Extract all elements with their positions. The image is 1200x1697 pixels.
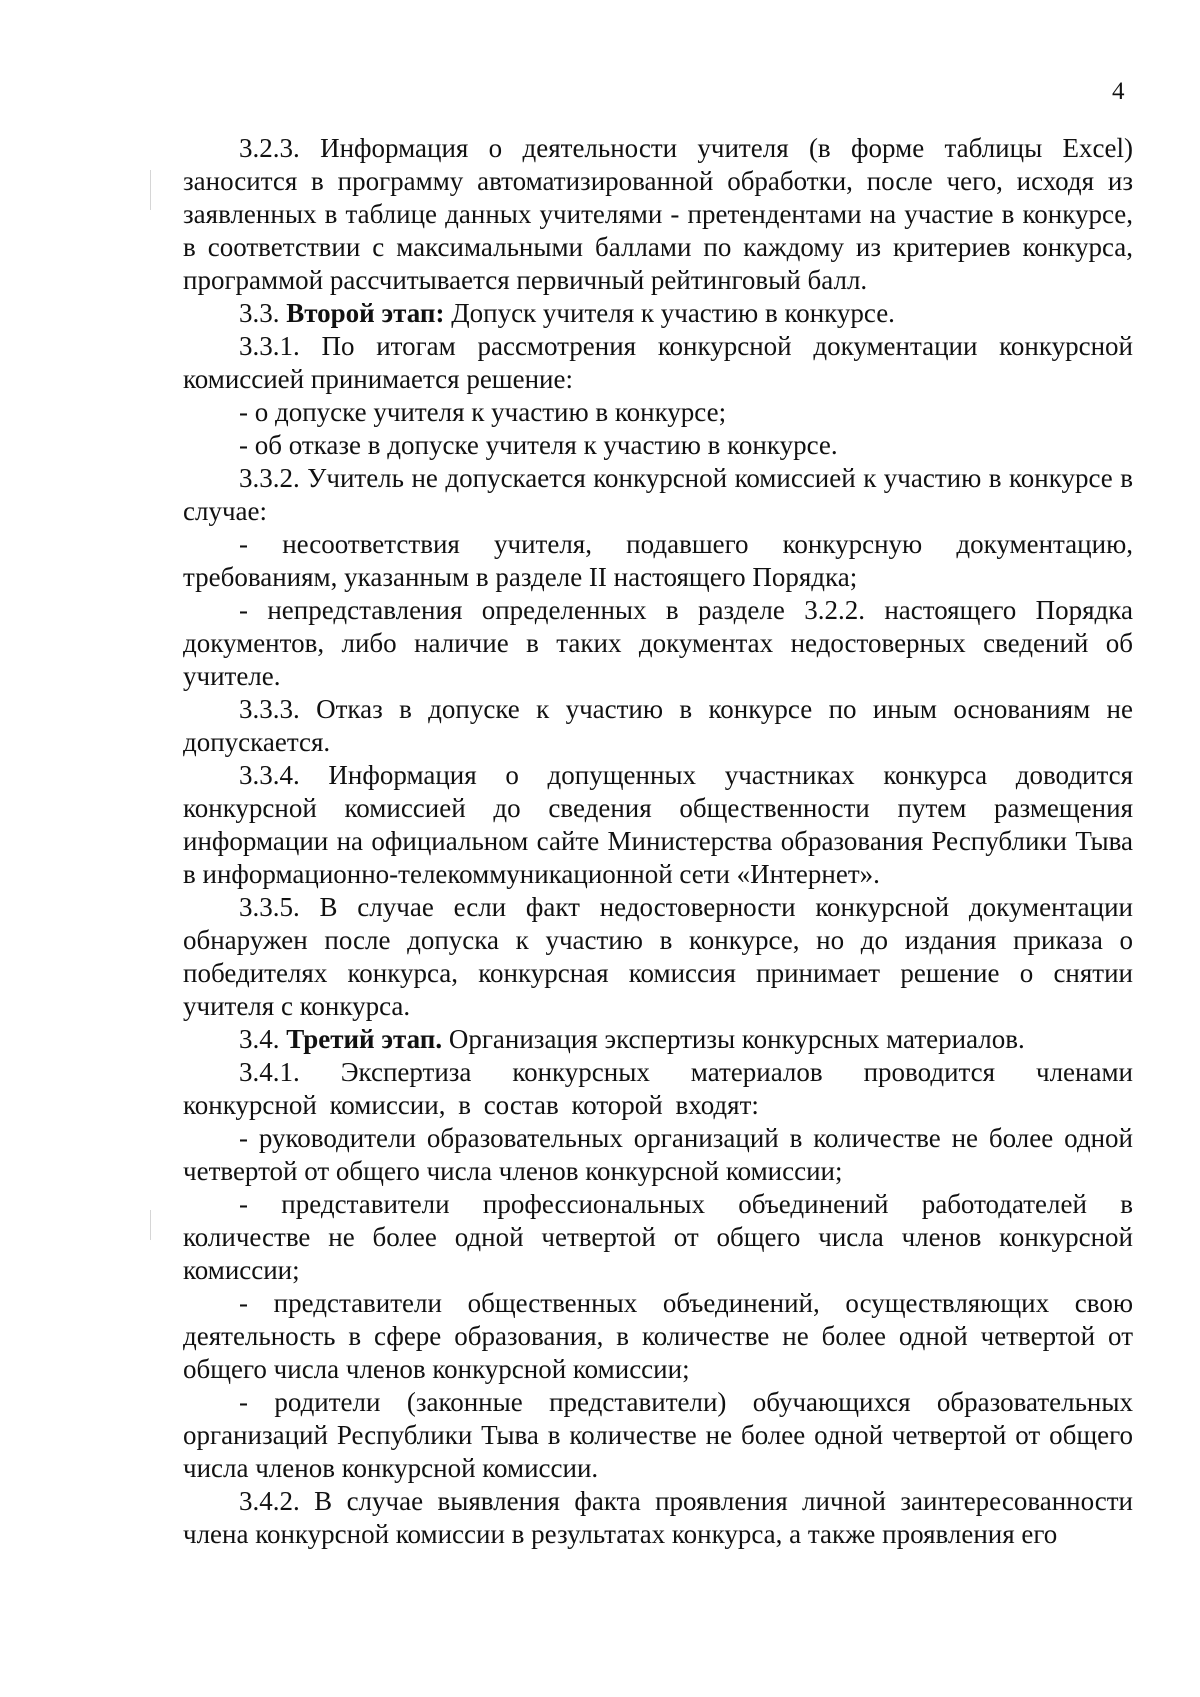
scan-margin-mark bbox=[150, 170, 151, 210]
document-body bbox=[183, 132, 1133, 1551]
paragraph-3-4 bbox=[183, 1023, 1133, 1056]
paragraph-3-3-3: 3.3.3. Отказ в допуске к участию в конкурсе по иным основаниям не допускается. bbox=[183, 694, 1133, 757]
page-number: 4 bbox=[1112, 78, 1125, 105]
list-item: - руководители образовательных организаций в количестве не более одной четвертой от общего числа членов конкурсной комиссии; bbox=[183, 1123, 1133, 1186]
list-item: - об отказе в допуске учителя к участию в конкурсе. bbox=[239, 430, 838, 460]
list-item: - представители общественных объединений, осуществляющих свою деятельность в сфере образования, в количестве не более одной четвертой от общего числа членов конкурсной комиссии; bbox=[183, 1288, 1133, 1384]
list-item: - представители профессиональных объединений работодателей в количестве не более одной четвертой от общего числа членов конкурсной комиссии; bbox=[183, 1189, 1133, 1285]
stage-heading: Третий этап. bbox=[286, 1024, 443, 1054]
paragraph-3-3-1: 3.3.1. По итогам рассмотрения конкурсной документации конкурсной комиссией принимается решение: bbox=[183, 331, 1133, 394]
list-item: - несоответствия учителя, подавшего конкурсную документацию, требованиям, указанным в разделе II настоящего Порядка; bbox=[183, 529, 1133, 592]
paragraph-text: Допуск учителя к участию в конкурсе. bbox=[444, 298, 895, 328]
paragraph-3-3-4: 3.3.4. Информация о допущенных участниках конкурса доводится конкурсной комиссией до сведения общественности путем размещения информации на официальном сайте Министерства образования Республики Тыва в информационно-телекоммуникационной сети «Интернет». bbox=[183, 760, 1133, 889]
paragraph-number: 3.3. bbox=[239, 298, 287, 328]
paragraph-3-3-5: 3.3.5. В случае если факт недостоверности конкурсной документации обнаружен после допуска к участию в конкурсе, но до издания приказа о победителях конкурса, конкурсная комиссия принимает решение о снятии учителя с конкурса. bbox=[183, 892, 1133, 1021]
paragraph-3-2-3: 3.2.3. Информация о деятельности учителя (в форме таблицы Excel) заносится в программу автоматизированной обработки, после чего, исходя из заявленных в таблице данных учителями - претендентами на участие в конкурсе, в соответствии с максимальными баллами по каждому из критериев конкурса, программой рассчитывается первичный рейтинговый балл. bbox=[183, 133, 1133, 295]
paragraph-text: Организация экспертизы конкурсных материалов. bbox=[442, 1024, 1025, 1054]
list-item: - родители (законные представители) обучающихся образовательных организаций Республики Тыва в количестве не более одной четвертой от общего числа членов конкурсной комиссии. bbox=[183, 1387, 1133, 1483]
paragraph-number: 3.4. bbox=[239, 1024, 287, 1054]
paragraph-3-4-1: 3.4.1. Экспертиза конкурсных материалов проводится членами конкурсной комиссии, в состав которой входят: bbox=[183, 1057, 1133, 1120]
list-item: - непредставления определенных в разделе 3.2.2. настоящего Порядка документов, либо наличие в таких документах недостоверных сведений об учителе. bbox=[183, 595, 1133, 691]
paragraph-3-3-2: 3.3.2. Учитель не допускается конкурсной комиссией к участию в конкурсе в случае: bbox=[183, 463, 1133, 526]
scan-margin-mark bbox=[150, 1210, 151, 1240]
paragraph-3-3 bbox=[183, 297, 1133, 330]
stage-heading: Второй этап: bbox=[286, 298, 445, 328]
paragraph-3-4-2: 3.4.2. В случае выявления факта проявления личной заинтересованности члена конкурсной комиссии в результатах конкурса, а также проявления его bbox=[183, 1486, 1133, 1549]
list-item: - о допуске учителя к участию в конкурсе; bbox=[239, 397, 727, 427]
